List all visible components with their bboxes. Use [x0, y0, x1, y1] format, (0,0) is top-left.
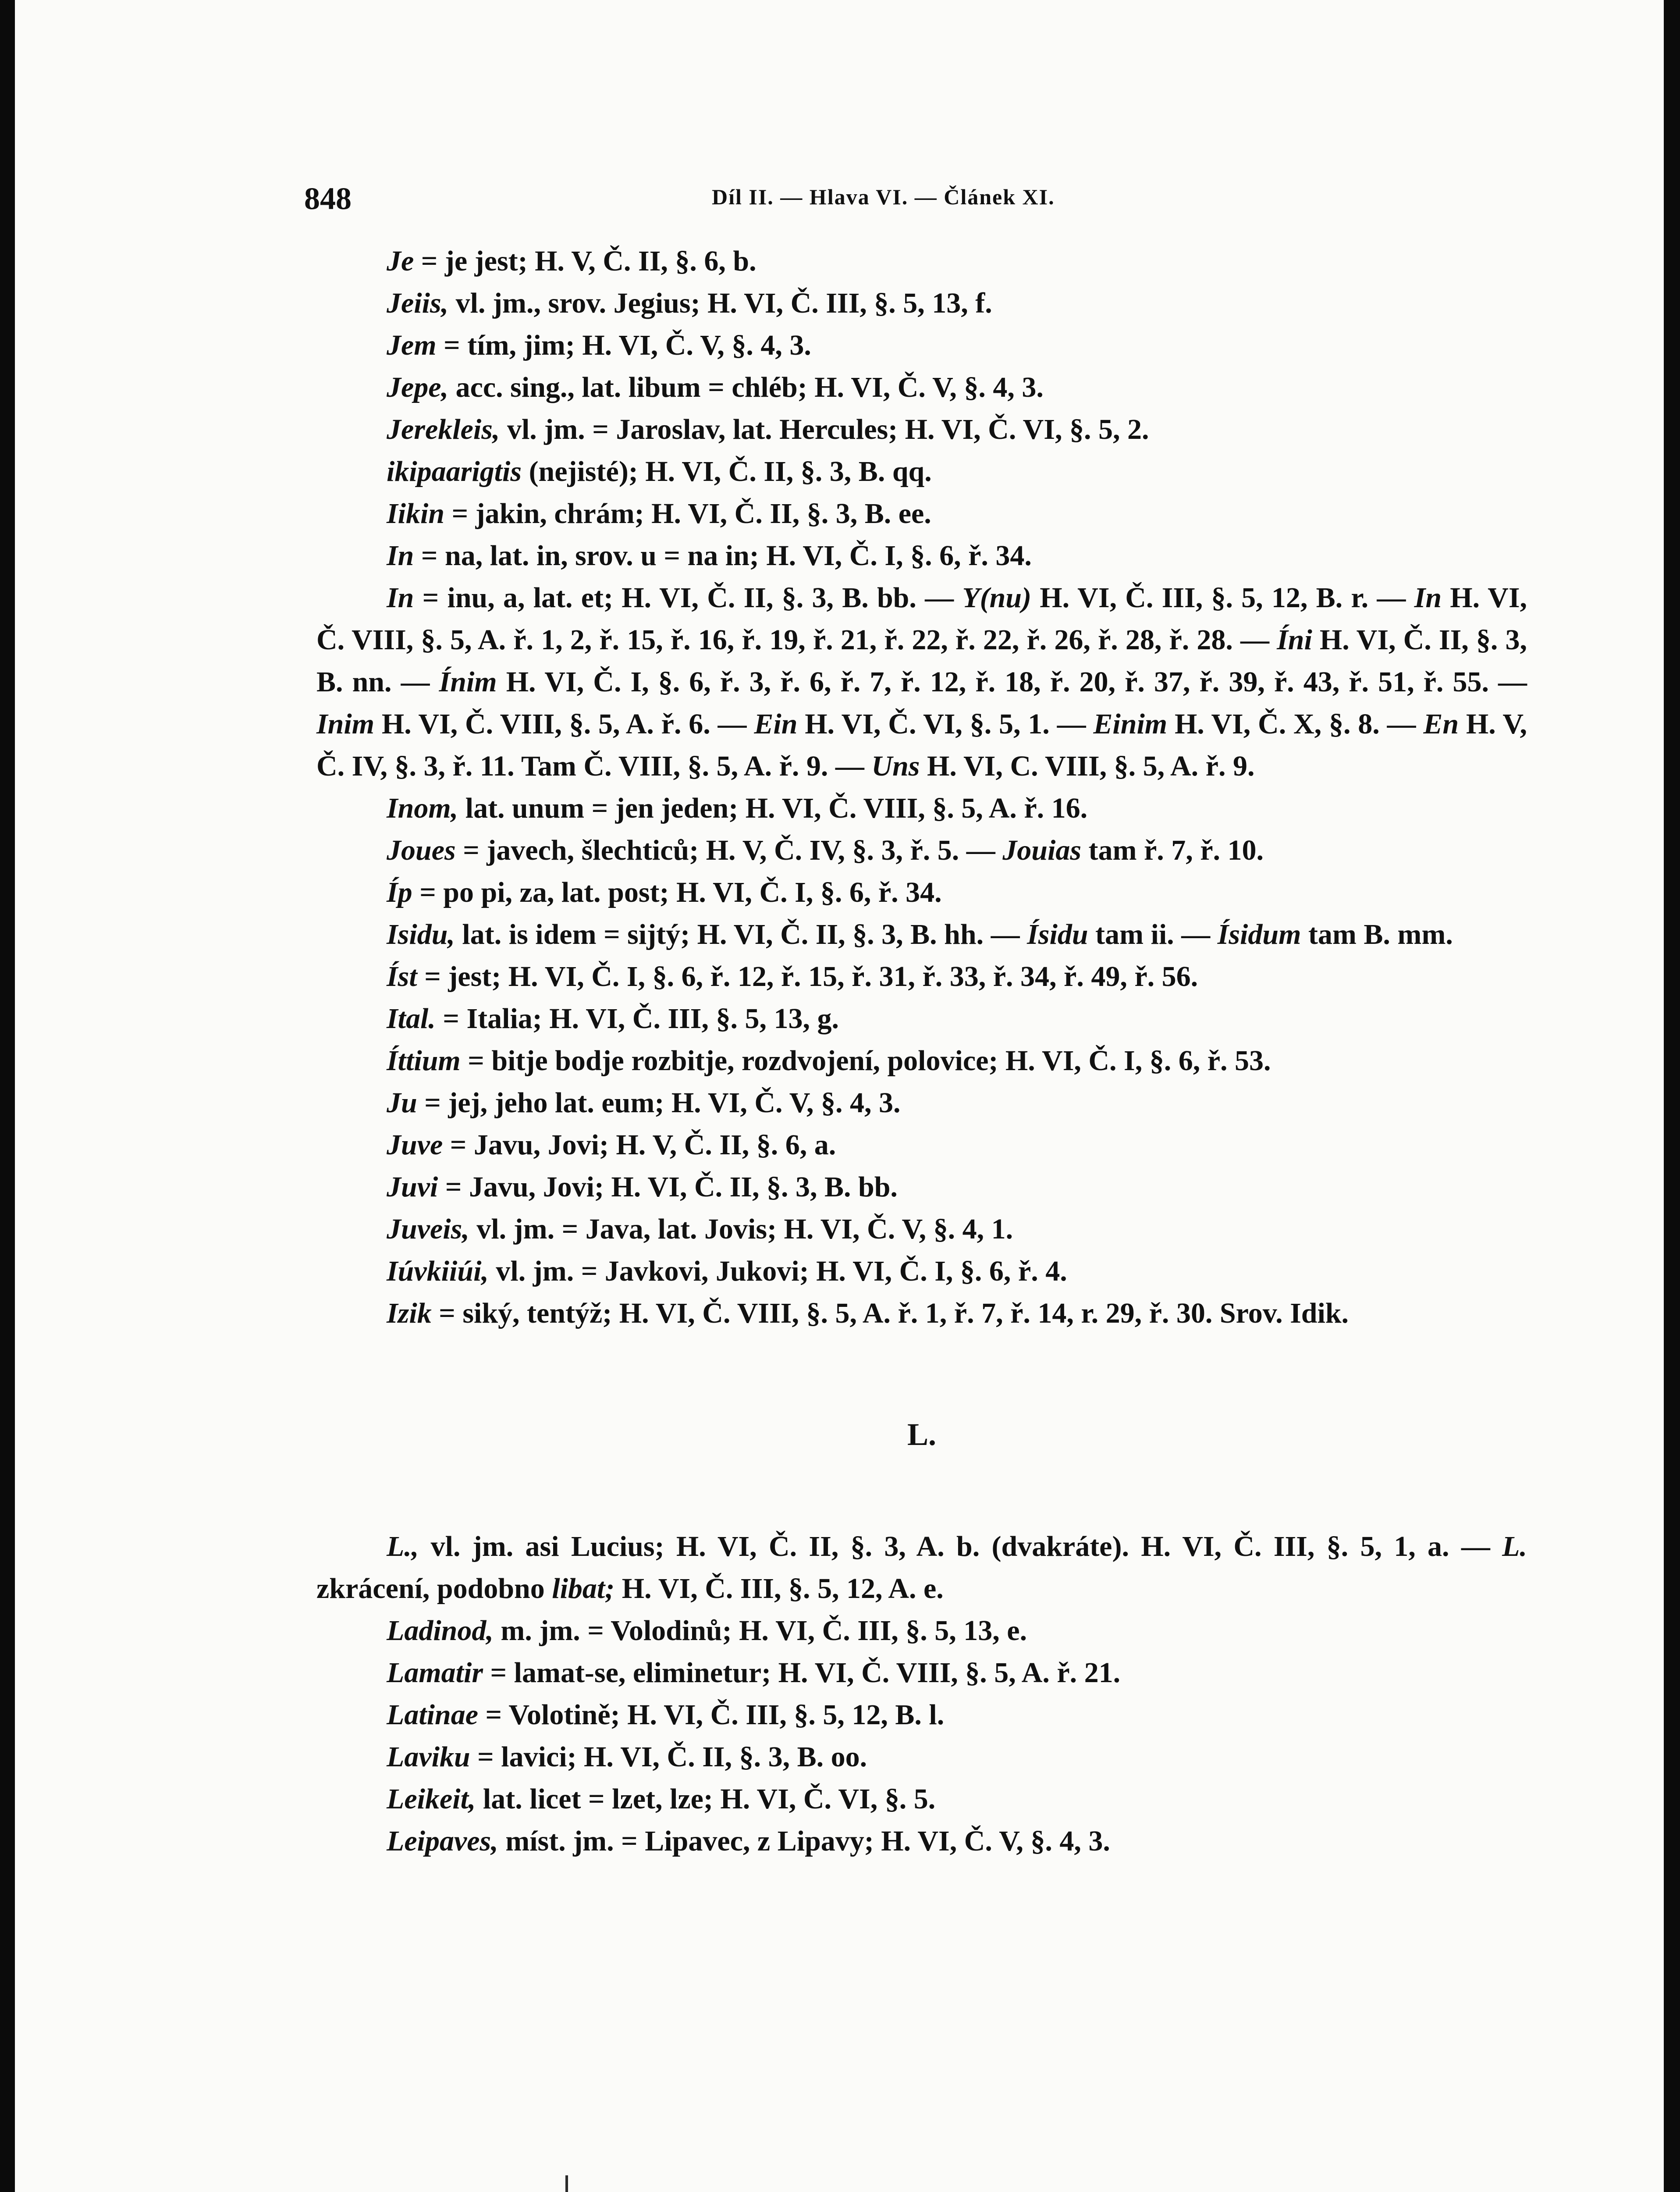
- dictionary-entry: [316, 240, 1527, 282]
- headword: Juvi: [387, 1171, 438, 1203]
- headword: Inom,: [387, 792, 458, 824]
- entry-text: H. VI, Č. VIII, §. 5, A. ř. 1, 2, ř. 15, ř. 16, ř. 19, ř. 21, ř. 22, ř. 22, ř. 26, ř. 28, ř. 28. —: [316, 582, 1527, 656]
- headword: Isidu,: [387, 918, 455, 950]
- headword: Joues: [387, 834, 456, 866]
- headword: Íni: [1277, 624, 1312, 656]
- entry-text: lat. unum = jen jeden; H. VI, Č. VIII, §. 5, A. ř. 16.: [458, 792, 1088, 824]
- entry-text: (nejisté); H. VI, Č. II, §. 3, B. qq.: [522, 455, 932, 488]
- entry-text: H. VI, Č. I, §. 6, ř. 3, ř. 6, ř. 7, ř. 12, ř. 18, ř. 20, ř. 37, ř. 39, ř. 43, ř. 51, ř. 55. —: [497, 666, 1527, 698]
- headword: Ital.: [387, 1003, 436, 1035]
- headword: Ein: [754, 708, 798, 740]
- entry-text: = lavici; H. VI, Č. II, §. 3, B. oo.: [470, 1741, 867, 1773]
- headword: L.,: [387, 1530, 419, 1562]
- entry-text: = jest; H. VI, Č. I, §. 6, ř. 12, ř. 15, ř. 31, ř. 33, ř. 34, ř. 49, ř. 56.: [417, 961, 1198, 993]
- entry-text: H. V, Č. IV, §. 3, ř. 11. Tam Č. VIII, §. 5, A. ř. 9. —: [316, 708, 1527, 782]
- headword: L.: [1502, 1530, 1527, 1562]
- entry-text: H. VI, Č. VIII, §. 5, A. ř. 6. —: [374, 708, 754, 740]
- dictionary-entry: [316, 1082, 1527, 1124]
- dictionary-entry: [316, 535, 1527, 577]
- headword: Juveis,: [387, 1213, 469, 1245]
- headword: Íttium: [387, 1045, 461, 1077]
- entry-text: = siký, tentýž; H. VI, Č. VIII, §. 5, A. ř. 1, ř. 7, ř. 14, r. 29, ř. 30. Srov. Idik.: [431, 1297, 1349, 1329]
- headword: Jem: [387, 329, 437, 361]
- dictionary-entry: [316, 1040, 1527, 1082]
- headword: Iikin: [387, 498, 445, 530]
- dictionary-entry: [316, 872, 1527, 914]
- headword: Izik: [387, 1297, 432, 1329]
- dictionary-entry: [316, 829, 1527, 872]
- headword: Einim: [1093, 708, 1168, 740]
- entry-text: = lamat-se, eliminetur; H. VI, Č. VIII, §. 5, A. ř. 21.: [483, 1657, 1121, 1689]
- headword: Juve: [387, 1129, 443, 1161]
- headword: Jepe,: [387, 371, 449, 403]
- headword: Jeiis,: [387, 287, 449, 319]
- entry-text: lat. licet = lzet, lze; H. VI, Č. VI, §. 5.: [476, 1783, 936, 1815]
- dictionary-entry: [316, 409, 1527, 451]
- dictionary-entry: [316, 1292, 1527, 1334]
- dictionary-entry: [316, 1526, 1527, 1610]
- entries-l: [316, 1526, 1527, 1862]
- dictionary-entry: [316, 1778, 1527, 1820]
- headword: Leipaves,: [387, 1825, 498, 1857]
- entries-j: [316, 240, 1527, 1334]
- dictionary-entry: [316, 1208, 1527, 1250]
- entry-text: vl. jm., srov. Jegius; H. VI, Č. III, §. 5, 13, f.: [448, 287, 992, 319]
- page-number: 848: [304, 181, 352, 216]
- dictionary-entry: [316, 1166, 1527, 1208]
- page-edge-mark: [565, 2175, 568, 2192]
- dictionary-entry: [316, 1652, 1527, 1694]
- dictionary-entry: [316, 493, 1527, 535]
- book-page: [15, 0, 1664, 2192]
- headword: Y(nu): [962, 582, 1032, 614]
- entry-text: vl. jm. = Jaroslav, lat. Hercules; H. VI, Č. VI, §. 5, 2.: [500, 413, 1149, 445]
- headword: En: [1423, 708, 1459, 740]
- headword: In: [387, 582, 414, 614]
- headword: Ísidu: [1027, 918, 1088, 950]
- headword: Ínim: [439, 666, 497, 698]
- entry-text: míst. jm. = Lipavec, z Lipavy; H. VI, Č. V, §. 4, 3.: [498, 1825, 1110, 1857]
- headword: Ísidum: [1217, 918, 1301, 950]
- body-text: [316, 240, 1527, 1862]
- dictionary-entry: [316, 1736, 1527, 1778]
- dictionary-entry: [316, 914, 1527, 956]
- headword: Jouias: [1002, 834, 1082, 866]
- entry-text: = bitje bodje rozbitje, rozdvojení, polovice; H. VI, Č. I, §. 6, ř. 53.: [460, 1045, 1271, 1077]
- headword: In: [1414, 582, 1442, 614]
- headword: Latinae: [387, 1699, 478, 1731]
- dictionary-entry: [316, 577, 1527, 787]
- entry-text: = inu, a, lat. et; H. VI, Č. II, §. 3, B. bb. —: [414, 582, 963, 614]
- section-heading: L.: [907, 1417, 937, 1452]
- headword: Iúvkiiúi,: [387, 1255, 489, 1287]
- headword: Lamatir: [387, 1657, 483, 1689]
- dictionary-entry: [316, 787, 1527, 829]
- entry-text: H. VI, Č. X, §. 8. —: [1167, 708, 1424, 740]
- dictionary-entry: [316, 1250, 1527, 1292]
- entry-text: tam ř. 7, ř. 10.: [1081, 834, 1264, 866]
- dictionary-entry: [316, 1820, 1527, 1862]
- headword: Íp: [387, 876, 412, 908]
- headword: Je: [387, 245, 414, 277]
- dictionary-entry: [316, 956, 1527, 998]
- entry-text: = je jest; H. V, Č. II, §. 6, b.: [414, 245, 757, 277]
- dictionary-entry: [316, 1124, 1527, 1166]
- headword: Ju: [387, 1087, 417, 1119]
- page-header: [304, 181, 1566, 216]
- dictionary-entry: [316, 324, 1527, 367]
- headword: Uns: [871, 750, 920, 782]
- headword: Jerekleis,: [387, 413, 500, 445]
- entry-text: lat. is idem = sijtý; H. VI, Č. II, §. 3, B. hh. —: [455, 918, 1027, 950]
- headword: Ladinod,: [387, 1615, 494, 1647]
- entry-text: H. VI, C. VIII, §. 5, A. ř. 9.: [920, 750, 1255, 782]
- entry-text: = po pi, za, lat. post; H. VI, Č. I, §. 6, ř. 34.: [412, 876, 942, 908]
- entry-text: tam B. mm.: [1301, 918, 1453, 950]
- entry-text: H. VI, Č. VI, §. 5, 1. —: [797, 708, 1094, 740]
- entry-text: = jakin, chrám; H. VI, Č. II, §. 3, B. ee.: [444, 498, 931, 530]
- entry-text: acc. sing., lat. libum = chléb; H. VI, Č. V, §. 4, 3.: [448, 371, 1044, 403]
- entry-text: = Javu, Jovi; H. VI, Č. II, §. 3, B. bb.: [438, 1171, 898, 1203]
- entry-text: H. VI, Č. II, §. 3, B. nn. —: [316, 624, 1527, 698]
- headword: ikipaarigtis: [387, 455, 522, 488]
- entry-text: vl. jm. asi Lucius; H. VI, Č. II, §. 3, A. b. (dvakráte). H. VI, Č. III, §. 5, 1, a. —: [419, 1530, 1502, 1562]
- entry-text: H. VI, Č. III, §. 5, 12, B. r. —: [1031, 582, 1414, 614]
- dictionary-entry: [316, 367, 1527, 409]
- entry-text: vl. jm. = Javkovi, Jukovi; H. VI, Č. I, §. 6, ř. 4.: [488, 1255, 1067, 1287]
- dictionary-entry: [316, 1610, 1527, 1652]
- entry-text: = tím, jim; H. VI, Č. V, §. 4, 3.: [436, 329, 811, 361]
- entry-text: = jej, jeho lat. eum; H. VI, Č. V, §. 4, 3.: [417, 1087, 901, 1119]
- headword: Inim: [316, 708, 375, 740]
- entry-text: zkrácení, podobno: [316, 1573, 552, 1605]
- entry-text: = javech, šlechticů; H. V, Č. IV, §. 3, ř. 5. —: [455, 834, 1003, 866]
- headword: In: [387, 540, 414, 572]
- dictionary-entry: [316, 1694, 1527, 1736]
- headword: Leikeit,: [387, 1783, 476, 1815]
- dictionary-entry: [316, 998, 1527, 1040]
- headword: Laviku: [387, 1741, 470, 1773]
- headword: Íst: [387, 961, 417, 993]
- entry-text: tam ii. —: [1088, 918, 1218, 950]
- running-title: Díl II. — Hlava VI. — Článek XI.: [712, 185, 1055, 209]
- entry-text: = Italia; H. VI, Č. III, §. 5, 13, g.: [435, 1003, 839, 1035]
- entry-text: m. jm. = Volodinů; H. VI, Č. III, §. 5, 13, e.: [493, 1615, 1027, 1647]
- dictionary-entry: [316, 451, 1527, 493]
- entry-text: = na, lat. in, srov. u = na in; H. VI, Č. I, §. 6, ř. 34.: [414, 540, 1032, 572]
- headword: libat;: [552, 1573, 615, 1605]
- dictionary-entry: [316, 282, 1527, 324]
- entry-text: vl. jm. = Java, lat. Jovis; H. VI, Č. V, §. 4, 1.: [469, 1213, 1013, 1245]
- entry-text: = Javu, Jovi; H. V, Č. II, §. 6, a.: [443, 1129, 836, 1161]
- entry-text: = Volotině; H. VI, Č. III, §. 5, 12, B. l.: [478, 1699, 945, 1731]
- entry-text: H. VI, Č. III, §. 5, 12, A. e.: [614, 1573, 944, 1605]
